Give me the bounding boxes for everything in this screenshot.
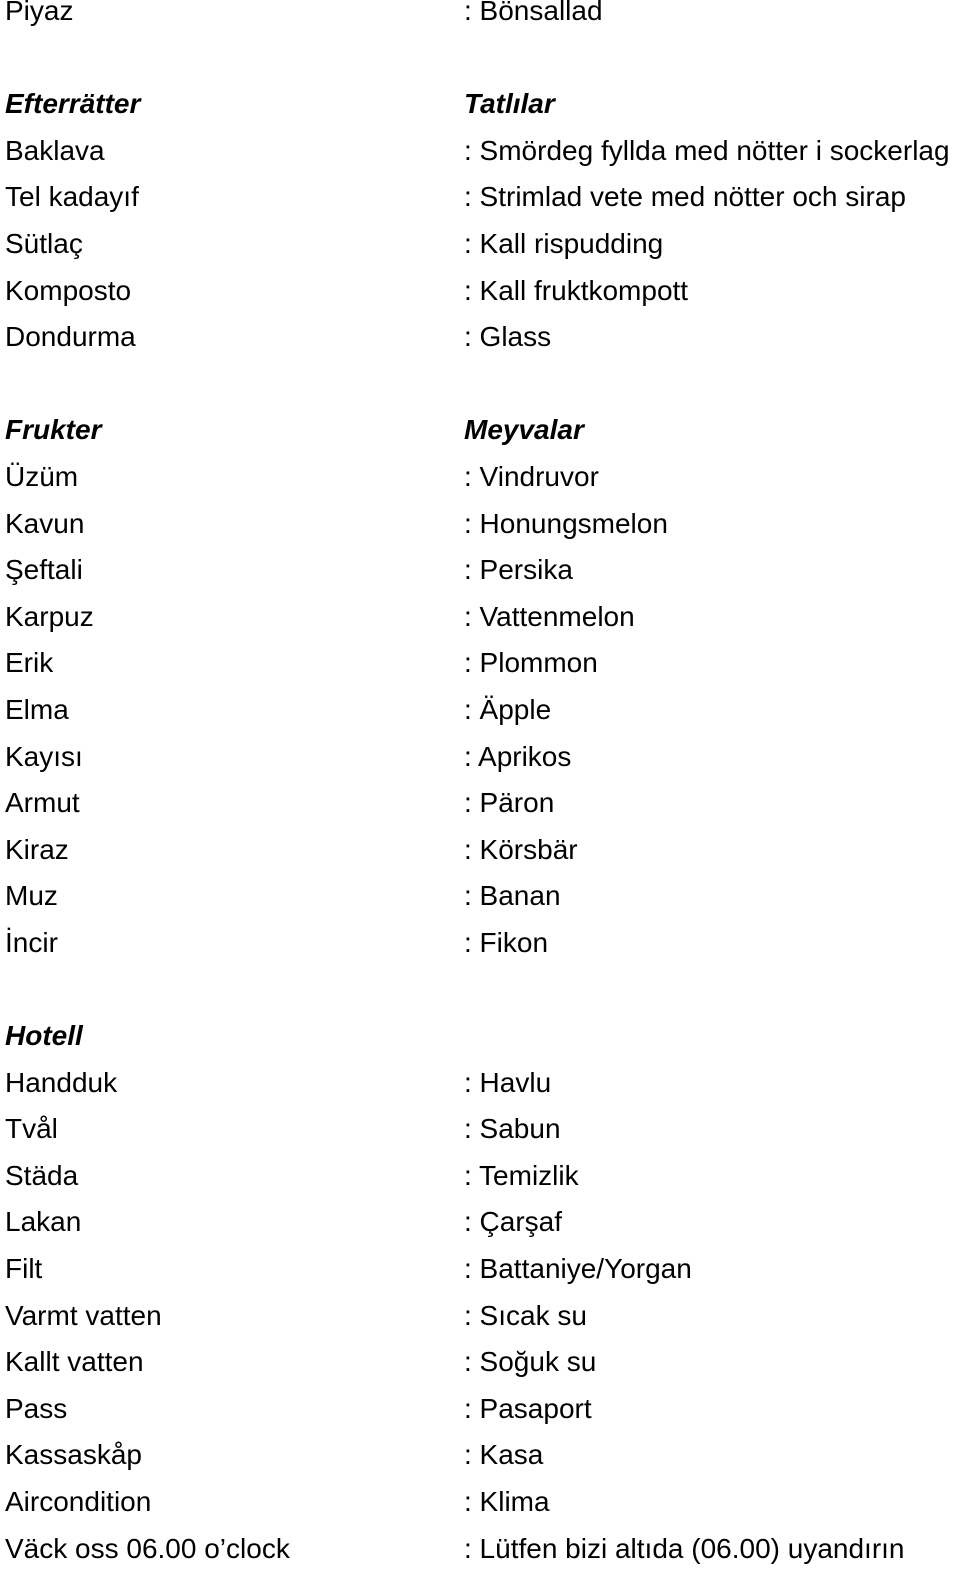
vocab-row	[5, 687, 960, 734]
term-swedish: Städa	[5, 1159, 79, 1191]
term-swedish: Kassaskåp	[5, 1439, 142, 1471]
vocab-row	[5, 780, 960, 827]
term-swedish: Pass	[5, 1392, 68, 1424]
vocab-row	[5, 827, 960, 874]
term-translation: : Soğuk su	[464, 1346, 597, 1378]
vocab-row	[5, 547, 960, 594]
term-swedish: Väck oss 06.00 o’clock	[5, 1532, 290, 1564]
term-translation: : Vattenmelon	[464, 600, 635, 632]
term-translation: : Plommon	[464, 647, 598, 679]
term-turkish: Elma	[5, 693, 69, 725]
term-translation: : Çarşaf	[464, 1206, 563, 1238]
vocab-row	[5, 314, 960, 361]
term-turkish: Komposto	[5, 274, 132, 306]
vocab-row	[5, 1153, 960, 1200]
vocab-row	[5, 221, 960, 268]
term-translation: : Glass	[464, 321, 552, 353]
term-translation: : Bönsallad	[464, 0, 603, 26]
term-translation: : Persika	[464, 554, 573, 586]
term-turkish: Karpuz	[5, 600, 94, 632]
vocab-row	[5, 1526, 960, 1573]
vocab-row	[5, 1339, 960, 1386]
term-turkish: Dondurma	[5, 321, 136, 353]
term-turkish: Tel kadayıf	[5, 181, 139, 213]
term-translation: : Honungsmelon	[464, 507, 668, 539]
term-turkish: Baklava	[5, 134, 105, 166]
term-swedish: Filt	[5, 1253, 43, 1285]
term-translation: : Fikon	[464, 926, 549, 958]
term-translation: : Körsbär	[464, 833, 578, 865]
vocab-row	[5, 873, 960, 920]
vocab-row	[5, 0, 960, 35]
vocab-row	[5, 1386, 960, 1433]
term-swedish: Lakan	[5, 1206, 82, 1238]
term-swedish: Handduk	[5, 1066, 118, 1098]
term-swedish: Tvål	[5, 1113, 58, 1145]
heading-turkish: Tatlılar	[464, 88, 555, 120]
vocab-row	[5, 1479, 960, 1526]
term-translation: : Havlu	[464, 1066, 552, 1098]
term-translation: : Vindruvor	[464, 460, 599, 492]
term-turkish: Şeftali	[5, 554, 83, 586]
term-turkish: Sütlaç	[5, 227, 83, 259]
vocab-row	[5, 268, 960, 315]
heading-swedish: Efterrätter	[5, 88, 141, 120]
vocab-row	[5, 594, 960, 641]
vocab-row	[5, 1432, 960, 1479]
term-translation: : Pasaport	[464, 1392, 592, 1424]
term-translation: : Klima	[464, 1486, 550, 1517]
term-translation: : Aprikos	[464, 740, 572, 772]
heading-swedish: Hotell	[5, 1020, 83, 1052]
term-translation: : Päron	[464, 787, 555, 819]
term-translation: : Kasa	[464, 1439, 544, 1471]
term-swedish: Kallt vatten	[5, 1346, 144, 1378]
section-heading-desserts	[5, 81, 960, 128]
term-turkish: Piyaz	[5, 0, 74, 26]
vocab-row	[5, 734, 960, 781]
vocab-row	[5, 640, 960, 687]
term-turkish: Kiraz	[5, 833, 69, 865]
term-translation: : Sabun	[464, 1113, 561, 1145]
vocab-row	[5, 454, 960, 501]
phrasebook-page	[5, 0, 960, 1572]
term-translation: : Sıcak su	[464, 1299, 587, 1331]
term-turkish: İncir	[5, 926, 58, 958]
term-translation: : Strimlad vete med nötter och sirap	[464, 181, 906, 213]
section-heading-hotel	[5, 1013, 960, 1060]
term-translation: : Smördeg fyllda med nötter i sockerlag	[464, 134, 950, 166]
term-swedish: Aircondition	[5, 1486, 152, 1517]
term-turkish: Muz	[5, 880, 58, 912]
term-swedish: Varmt vatten	[5, 1299, 162, 1331]
term-translation: : Temizlik	[464, 1159, 579, 1191]
heading-turkish: Meyvalar	[464, 414, 584, 446]
vocab-row	[5, 1199, 960, 1246]
vocab-row	[5, 1246, 960, 1293]
term-translation: : Kall fruktkompott	[464, 274, 689, 306]
term-turkish: Erik	[5, 647, 54, 679]
term-translation: : Battaniye/Yorgan	[464, 1253, 692, 1285]
term-translation: : Banan	[464, 880, 561, 912]
heading-swedish: Frukter	[5, 414, 102, 446]
vocab-row	[5, 1106, 960, 1153]
term-translation: : Lütfen bizi altıda (06.00) uyandırın	[464, 1532, 905, 1564]
vocab-row	[5, 920, 960, 967]
section-heading-fruits	[5, 407, 960, 454]
term-turkish: Üzüm	[5, 460, 79, 492]
term-turkish: Kayısı	[5, 740, 83, 772]
vocab-row	[5, 501, 960, 548]
vocab-row	[5, 1293, 960, 1340]
term-turkish: Armut	[5, 787, 80, 819]
term-turkish: Kavun	[5, 507, 85, 539]
vocab-row	[5, 1060, 960, 1107]
term-translation: : Äpple	[464, 693, 552, 725]
vocab-row	[5, 128, 960, 175]
vocab-row	[5, 174, 960, 221]
term-translation: : Kall rispudding	[464, 227, 664, 259]
